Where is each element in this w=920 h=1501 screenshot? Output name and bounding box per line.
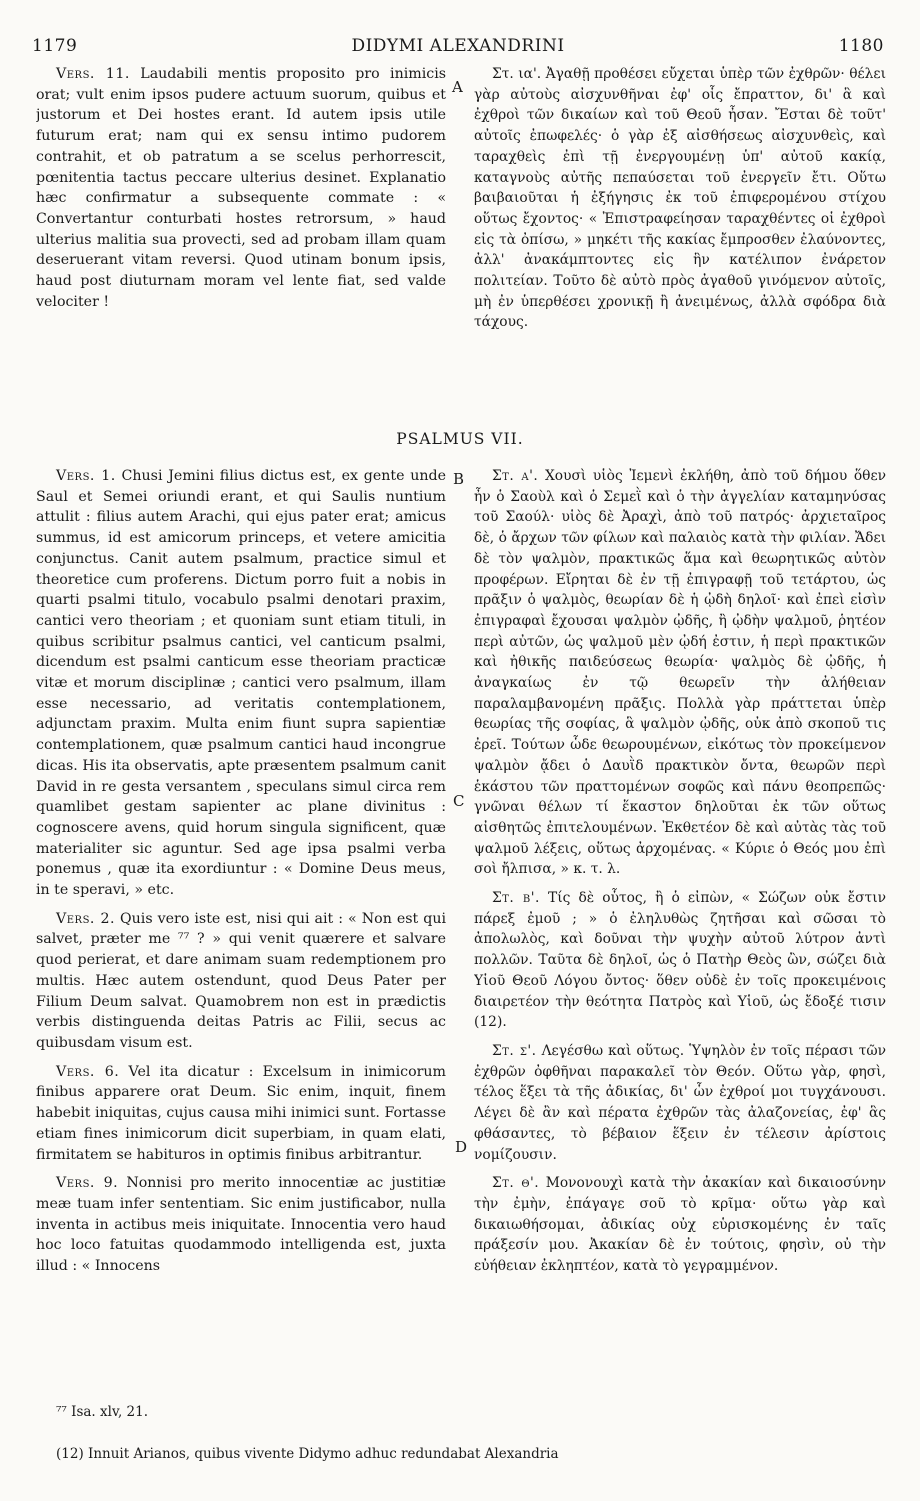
verse-paragraph — [474, 466, 886, 880]
paragraph-text: Vel ita dicatur : Excelsum in inimicorum finibus apparere orat Deum. Sic enim, inquit, finem habebit iniquitas, cujus causa mihi inimici sunt. Fortasse etiam fines inimicorum dicit superbiam, in quam elati, firmitatem se habituros in optimis finibus arbitrantur. — [36, 1063, 446, 1163]
verse-paragraph — [474, 888, 886, 1033]
verse-label: Vers. 11. — [56, 66, 130, 82]
paragraph-text: Λεγέσθω καὶ οὕτως. Ὑψηλὸν ἐν τοῖς πέρασι τῶν ἐχθρῶν ὀφθῆναι παρακαλεῖ τὸν Θεόν. Οὕτω γὰρ, φησὶ, τέλος ἕξει τὰ τῆς ἀδικίας, δι' ὧν ἐχθροί μοι τυγχάνουσι. Λέγει δὲ ἂν καὶ πέρατα ἐχθρῶν τὰς ἀλαζονείας, ἐφ' ἃς φθάσαντες, τὸ βέβαιον ἕξειν ἐν τέλεσιν ἀρίστοις νομίζουσιν. — [474, 1042, 886, 1163]
verse-paragraph — [474, 1173, 886, 1277]
latin-column-top — [36, 64, 446, 356]
page-number-right: 1180 — [838, 36, 884, 56]
latin-paragraph — [36, 64, 446, 312]
footnote-scripture: ⁷⁷ Isa. xlv, 21. — [56, 1404, 149, 1420]
greek-paragraph — [474, 64, 886, 333]
verse-paragraph — [36, 1062, 446, 1166]
verse-paragraph — [36, 1173, 446, 1277]
margin-letter-a: A — [452, 78, 463, 96]
paragraph-text: Nonnisi pro merito innocentiæ ac justitiæ meæ tuam infer sententiam. Sic enim justificabor, nulla inventa in actibus meis iniquitate. Innocentia vero haud hoc loco fatuitas quodammodo intelligenda est, juxta illud : « Innocens — [36, 1175, 446, 1275]
margin-letter-d: D — [455, 1138, 468, 1156]
page-number-left: 1179 — [32, 36, 78, 56]
verse-paragraph — [36, 909, 446, 1054]
verse-label: Στ. α'. — [492, 468, 539, 484]
paragraph-text: Quis vero iste est, nisi qui ait : « Non est qui salvet, præter me ⁷⁷ ? » qui venit quærere et salvare quod perierat, et dare animam suam redemptionem pro multis. Hæc autem ostendunt, quod Deus Pater per Filium Deum salvat. Quamobrem non est in prædictis verbis distinguenda deitas Patris ac Filii, secus ac quibusdam visum est. — [36, 910, 446, 1051]
verse-label: Vers. 9. — [56, 1175, 119, 1192]
footnote-note: (12) Innuit Arianos, quibus vivente Didymo adhuc redundabat Alexandria — [56, 1446, 559, 1462]
greek-column — [474, 466, 886, 1391]
paragraph-text: Τίς δὲ οὗτος, ἢ ὁ εἰπὼν, « Σώζων οὐκ ἔστιν πάρεξ ἐμοῦ ; » ὁ ἐληλυθὼς ζητῆσαι καὶ σῶσαι τὸ ἀπολωλὸς, καὶ δοῦναι τὴν ψυχὴν αὐτοῦ λύτρον ἀντὶ πολλῶν. Ταῦτα δὲ δηλοῖ, ὡς ὁ Πατὴρ Θεὸς ὢν, σώζει διὰ Υἱοῦ Θεοῦ Λόγου ὄντος· ὅθεν οὐδὲ ἐν τοῖς προκειμένοις διαιρετέον τὴν θεότητα Πατρὸς καὶ Υἱοῦ, ὡς ἔδοξέ τισιν (12). — [474, 890, 886, 1031]
margin-letter-c: C — [453, 792, 465, 810]
paragraph-text: Laudabili mentis proposito pro inimicis orat; vult enim ipsos pudere actuum suorum, quibus et justorum et Dei hostes erant. Id autem ipsis utile futurum erat; nam qui ex sensu intimo pudorem contrahit, et ob patratum a se scelus perhorrescit, pœnitentia tactus peccare ulterius desinet. Explanatio hæc confirmatur a subsequente commate : « Convertantur conturbati hostes retrorsum, » haud ulterius malitia sua provecti, sed ad probam illam quam deseruerant vitam reversi. Quod utinam bonum ipsis, haud post diuturnam moram vel lente fiat, sed valde velociter ! — [36, 66, 446, 310]
margin-letter-b: B — [453, 470, 465, 488]
paragraph-text: Chusi Jemini filius dictus est, ex gente unde Saul et Semei oriundi erant, et qui Saulis nuntium attulit : filius autem Arachi, qui ejus pater erat; amicus summus, id est amicorum princeps, et vetere amicitia conjunctus. Canit autem psalmum, practice simul et theoretice cum proferens. Dictum porro fuit a nobis in quarti psalmi titulo, vocabulo psalmi denotari praxim, cantici vero theoriam ; et quoniam sunt etiam tituli, in quibus scribitur psalmus cantici, vel canticum psalmi, dicendum est psalmi canticum esse theoriam practicæ vitæ et morum disciplinæ ; cantici vero psalmum, illam esse necessario, ad veritatis contemplationem, adjunctam praxim. Multa enim fiunt supra sapientiæ contemplationem, quæ psalmum cantici haud incongrue dicas. His ita observatis, apte præsentem psalmum canit David in re gesta versantem , speculans simul circa rem quamlibet gestam sapienter ac plane divinitus : cognoscere avens, quid horum singula significent, quæ materialiter sic aguntur. Sed age ipsa psalmi verba ponemus , quæ ita exordiuntur : « Domine Deus meus, in te speravi, » etc. — [36, 468, 446, 899]
latin-column — [36, 466, 446, 1391]
verse-label: Vers. 1. — [56, 468, 116, 484]
verse-label: Vers. 6. — [56, 1063, 120, 1080]
verse-paragraph — [474, 1041, 886, 1165]
running-header — [32, 36, 884, 58]
verse-paragraph — [36, 466, 446, 901]
verse-label: Στ. θ'. — [492, 1175, 540, 1192]
verse-label: Vers. 2. — [56, 910, 115, 927]
greek-column-top — [474, 64, 886, 376]
verse-label: Στ. ια'. — [492, 66, 542, 82]
paragraph-text: Μονονουχὶ κατὰ τὴν ἀκακίαν καὶ δικαιοσύνην τὴν ἐμὴν, ἐπάγαγε σοῦ τὸ κρῖμα· οὕτω γὰρ καὶ δικαιωθήσομαι, ἀδικίας οὐχ εὑρισκομένης ἐν ταῖς πράξεσίν μου. Ἀκακίαν δὲ ἐν τούτοις, φησὶν, οὐ τὴν εὐήθειαν ἐκληπτέον, κατὰ τὸ γεγραμμένον. — [474, 1175, 886, 1275]
verse-label: Στ. β'. — [492, 890, 540, 907]
paragraph-text: Χουσὶ υἱὸς Ἰεμενὶ ἐκλήθη, ἀπὸ τοῦ δήμου ὅθεν ἦν ὁ Σαοὺλ καὶ ὁ Σεμεῒ καὶ ὁ τὴν ἀγγελίαν καταμηνύσας τοῦ Σαούλ· υἱὸς δὲ Ἀραχὶ, ἀπὸ τοῦ πατρός· ἀρχιεταῖρος δὲ, ὁ ἄρχων τῶν φίλων καὶ παλαιὸς κατὰ τὴν φιλίαν. Ἄδει δὲ τὸν ψαλμὸν, πρακτικῶς ἅμα καὶ θεωρητικῶς αὐτὸν προφέρων. Εἴρηται δὲ ἐν τῇ ἐπιγραφῇ τοῦ τετάρτου, ὡς πρᾶξιν ὁ ψαλμὸς, θεωρίαν δὲ ἡ ᾠδὴ δηλοῖ· καὶ ἐπεὶ εἰσὶν ἐπιγραφαὶ ἔχουσαι ψαλμὸν ᾠδῆς, ἢ ᾠδὴν ψαλμοῦ, ῥητέον περὶ αὐτῶν, ὡς ψαλμοῦ μὲν ᾠδή ἐστιν, ἡ περὶ πρακτικῶν καὶ ἠθικῆς παιδεύσεως θεωρία· ψαλμὸς δὲ ᾠδῆς, ἡ ἀναγκαίως ἐν τῷ θεωρεῖν τὴν ἀλήθειαν παραλαμβανομένη πρᾶξις. Πολλὰ γὰρ πράττεται ὑπὲρ θεωρίας τῆς σοφίας, ἃ ψαλμὸν ᾠδῆς, οὐκ ἀπὸ σκοποῦ τις ἐρεῖ. Τούτων ὧδε θεωρουμένων, εἰκότως τὸν προκείμενον ψαλμὸν ᾄδει ὁ Δαυῒδ πρακτικὸν ὄντα, θεωρῶν περὶ ἑκάστου τῶν πραττομένων σοφῶς καὶ πάνυ θεοπρεπῶς· γνῶναι θέλων τί ἕκαστον δηλοῦται ἐκ τῶν οὕτως αἰσθητῶς ἐπιτελουμένων. Ἐκθετέον δὲ καὶ αὐτὰς τὰς τοῦ ψαλμοῦ λέξεις, οὕτως ἀρχομένας. « Κύριε ὁ Θεός μου ἐπὶ σοὶ ἤλπισα, » κ. τ. λ. — [474, 468, 886, 878]
verse-label: Στ. ς'. — [492, 1042, 537, 1059]
psalm-title: PSALMUS VII. — [396, 430, 524, 448]
paragraph-text: Ἀγαθῇ προθέσει εὔχεται ὑπὲρ τῶν ἐχθρῶν· θέλει γὰρ αὐτοὺς αἰσχυνθῆναι ἐφ' οἷς ἔπραττον, δι' ἃ καὶ ἐχθροὶ τῶν δικαίων καὶ τοῦ Θεοῦ ἦσαν. Ἔσται δὲ τοῦτ' αὐτοῖς ἐπωφελές· ὁ γὰρ ἐξ αἰσθήσεως αἰσχυνθεὶς, καὶ ταραχθεὶς ἐπὶ τῇ ἐνεργουμένῃ ὑπ' αὐτοῦ κακίᾳ, καταγνοὺς αὐτῆς πεπαύσεται τοῦ ἐνεργεῖν ἔτι. Οὕτω βαιβαιοῦται ἡ ἐξήγησις ἐκ τοῦ ἐπιφερομένου στίχου οὕτως ἔχοντος· « Ἐπιστραφείησαν ταραχθέντες οἱ ἐχθροὶ εἰς τὰ ὀπίσω, » μηκέτι τῆς κακίας ἔμπροσθεν ἐλαύνοντες, ἀλλ' ἀνακάμπτοντες εἰς ἣν κατέλιπον ἐνάρετον πολιτείαν. Τοῦτο δὲ αὐτὸ πρὸς ἀγαθοῦ γινόμενον αὐτοῖς, μὴ ἐν ὑπερθέσει χρονικῇ ἢ ἀνειμένως, ἀλλὰ σφόδρα διὰ τάχους. — [474, 66, 886, 331]
running-title: DIDYMI ALEXANDRINI — [351, 36, 565, 56]
